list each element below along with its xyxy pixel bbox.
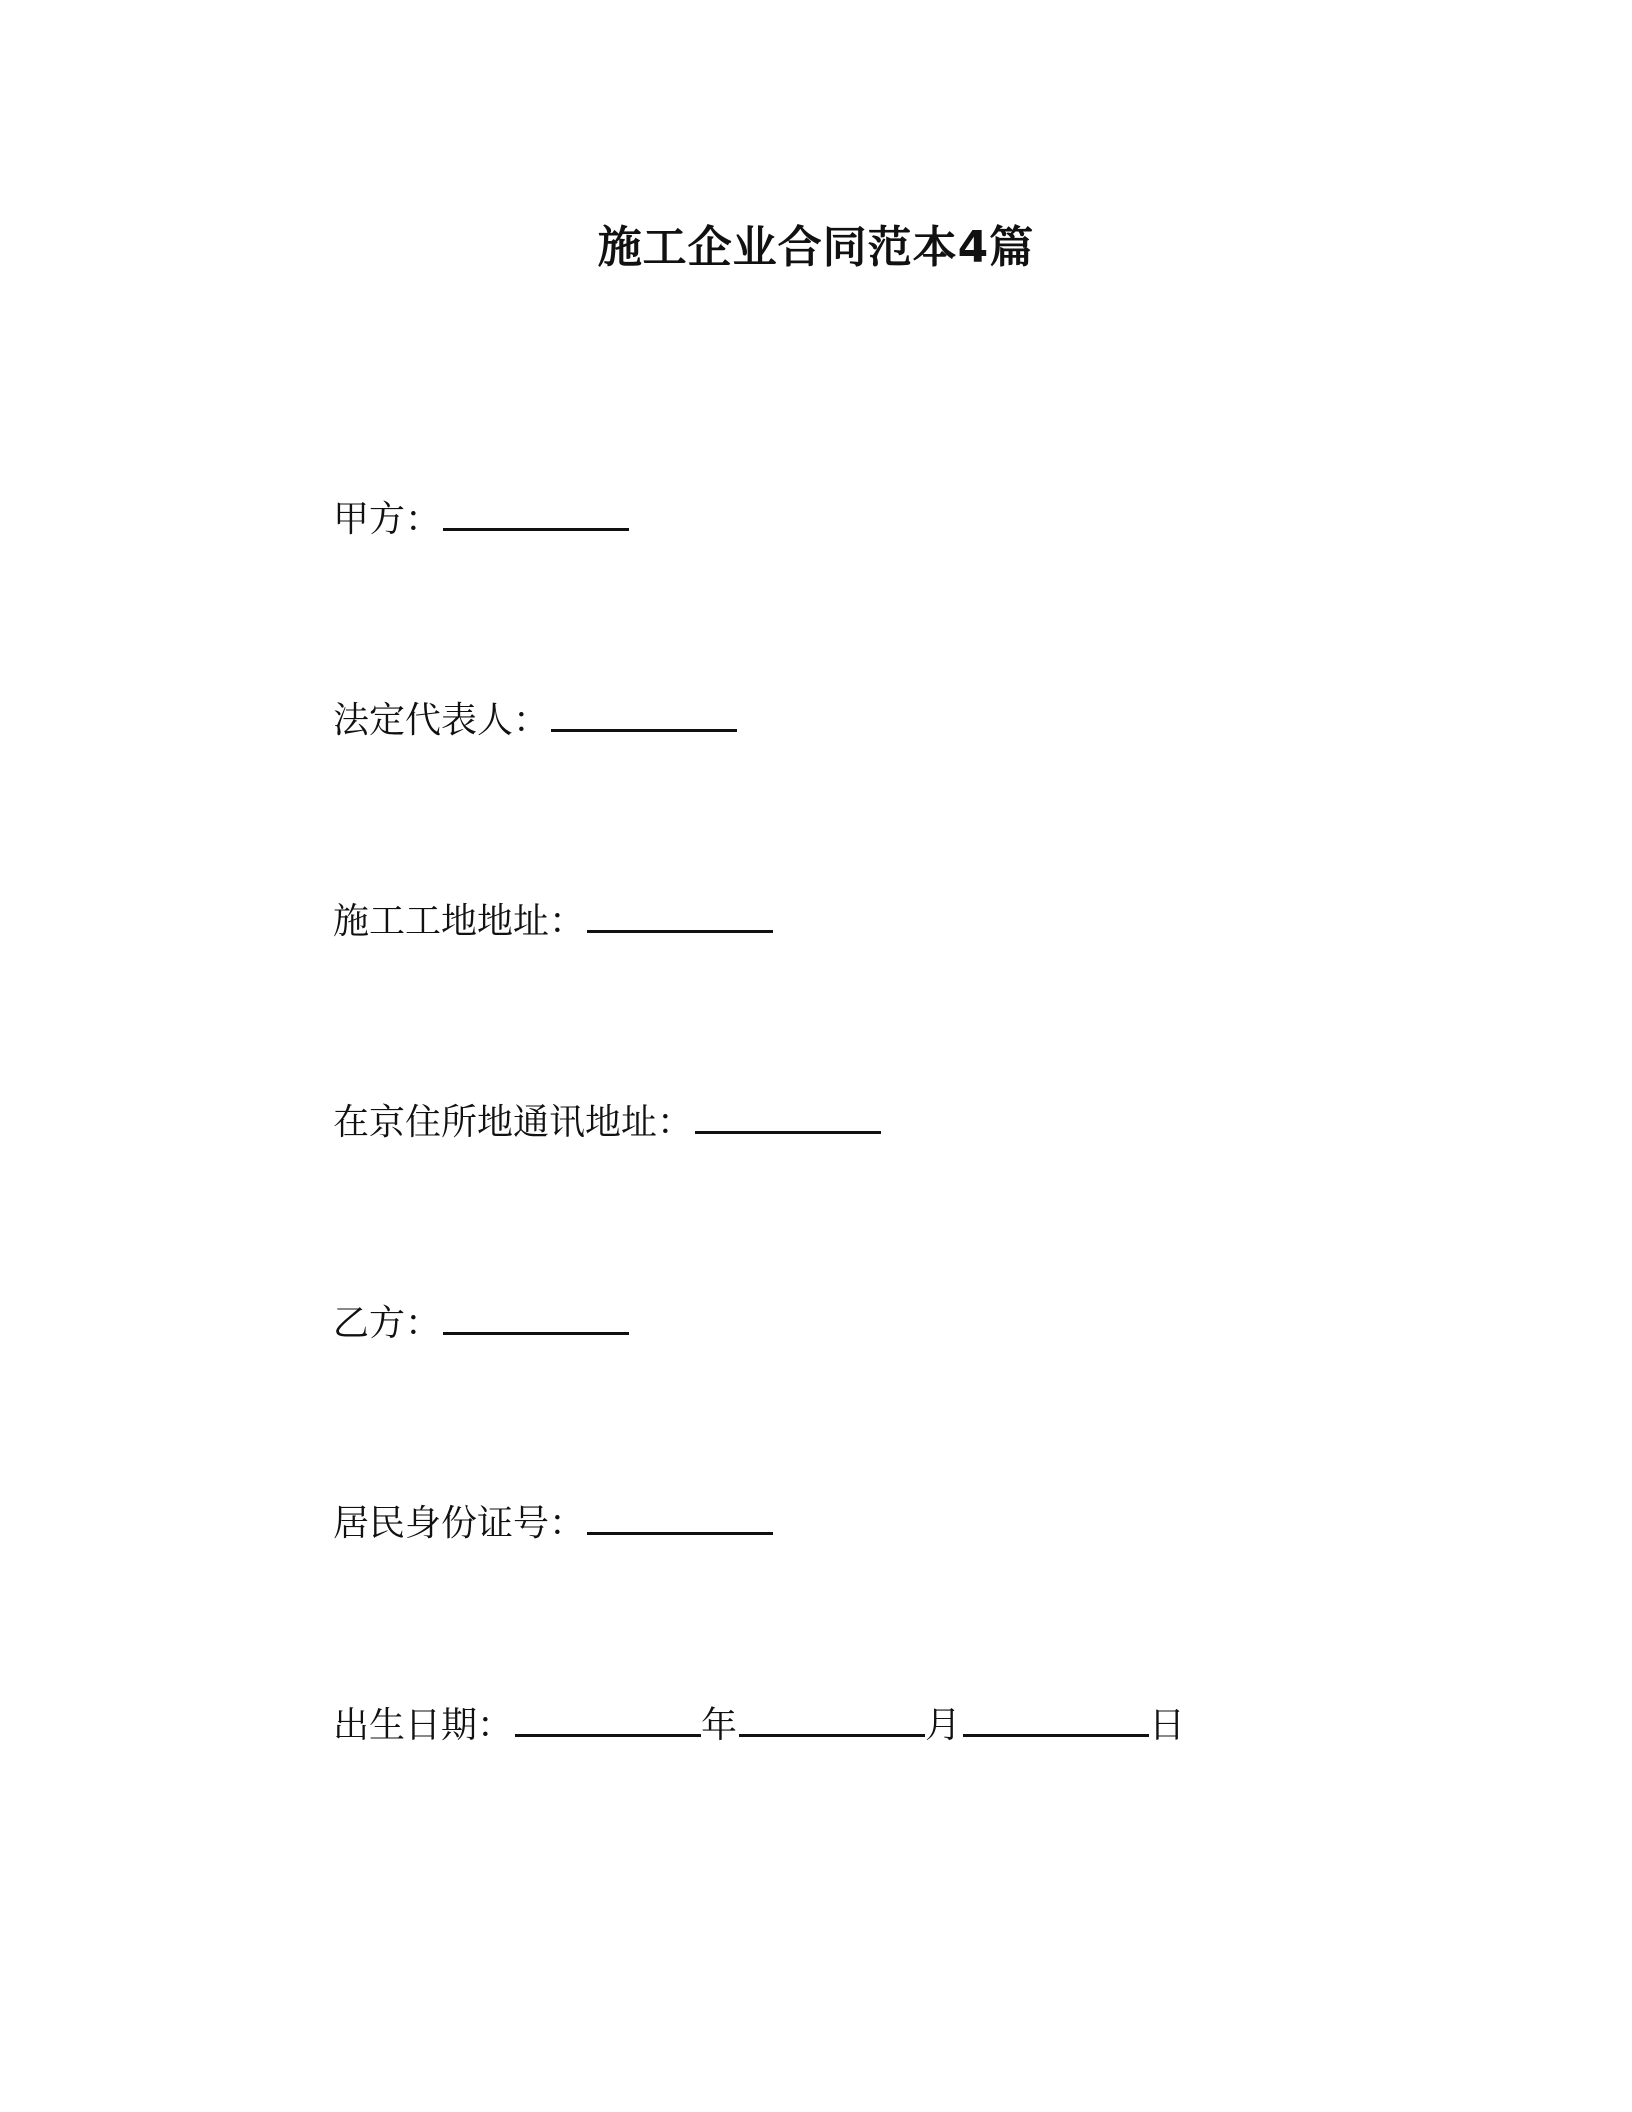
birth-date-label: 出生日期：	[333, 1705, 514, 1746]
year-unit: 年	[701, 1705, 738, 1746]
id-number-blank	[587, 1498, 773, 1535]
site-address-field	[333, 896, 773, 947]
document-title: 施工企业合同范本4篇	[597, 222, 1035, 273]
site-address-blank	[587, 896, 773, 933]
legal-representative-label: 法定代表人：	[333, 700, 550, 741]
day-unit: 日	[1149, 1705, 1186, 1746]
legal-representative-field	[333, 695, 737, 746]
legal-representative-blank	[551, 695, 737, 732]
beijing-address-blank	[695, 1097, 881, 1134]
id-number-field	[333, 1498, 773, 1549]
beijing-address-label: 在京住所地通讯地址：	[333, 1102, 694, 1143]
birth-year-blank	[515, 1700, 701, 1737]
birth-date-field	[333, 1700, 1185, 1751]
birth-day-blank	[963, 1700, 1149, 1737]
party-a-field	[333, 494, 629, 545]
party-b-blank	[443, 1298, 629, 1335]
id-number-label: 居民身份证号：	[333, 1503, 586, 1544]
month-unit: 月	[925, 1705, 962, 1746]
party-a-label: 甲方：	[333, 499, 442, 540]
site-address-label: 施工工地地址：	[333, 901, 586, 942]
party-b-label: 乙方：	[333, 1303, 442, 1344]
birth-month-blank	[739, 1700, 925, 1737]
party-b-field	[333, 1298, 629, 1349]
party-a-blank	[443, 494, 629, 531]
beijing-address-field	[333, 1097, 881, 1148]
